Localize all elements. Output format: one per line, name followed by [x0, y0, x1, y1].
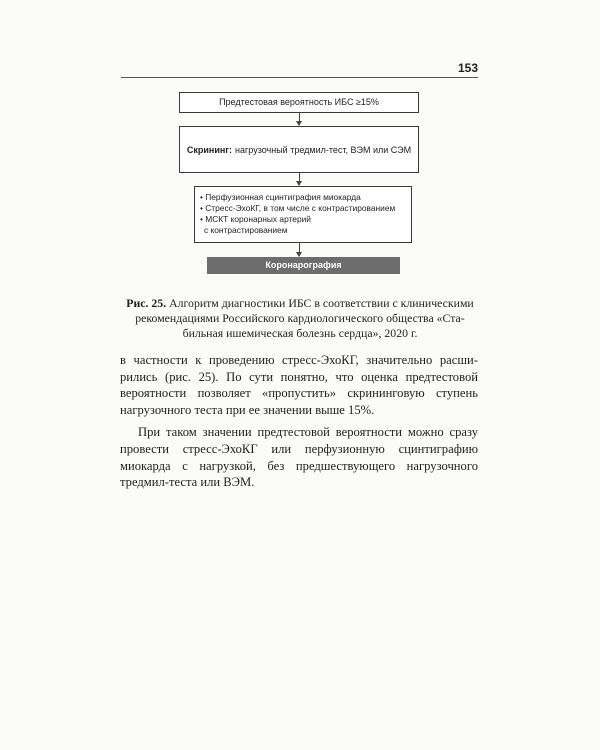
figure-caption — [120, 296, 480, 341]
screening-label: Скрининг: — [186, 144, 233, 155]
pretest-probability-text: Предтестовая вероятность ИБС ≥15% — [219, 97, 379, 107]
test-item: • Перфузионная сцинтиграфия миокарда — [200, 192, 361, 202]
paragraph: При таком значении предтестовой вероятности можно сразу провести стресс-ЭхоКГ или перфузионную сцинтиграфию миокарда с нагрузкой, без предшествующего нагрузочного тредмил-теста или ВЭМ. — [120, 425, 478, 490]
test-item: • Стресс-ЭхоКГ, в том числе с контрастированием — [200, 203, 396, 213]
caption-label: Рис. 25. — [126, 296, 167, 310]
screening-text: нагрузочный тредмил-тест, ВЭМ или СЭМ — [235, 144, 412, 155]
caption-text: Алгоритм диагностики ИБС в соответствии с клиническими рекомендациями Российского кардиологического общества «Стабильная ишемическая болезнь сердца», 2020 г. — [135, 296, 474, 340]
screening-box — [179, 126, 419, 173]
page-number: 153 — [457, 61, 478, 75]
body-text — [120, 352, 478, 491]
pretest-probability-box — [179, 92, 419, 113]
arrow-2 — [299, 173, 300, 185]
header-rule — [121, 77, 478, 78]
coronarography-box — [207, 257, 400, 274]
arrow-1 — [299, 113, 300, 125]
imaging-tests-box — [194, 186, 412, 243]
test-item: • МСКТ коронарных артерий — [200, 214, 311, 224]
paragraph: в частности к проведению стресс-ЭхоКГ, значительно расширились (рис. 25). По сути понятно, что оценка предтестовой вероятности позволяет «пропустить» скрининговую ступень нагрузочного теста при ее значении выше 15%. — [120, 353, 478, 417]
test-item-continuation: с контрастированием — [204, 225, 288, 235]
arrow-3 — [299, 243, 300, 256]
coronarography-text: Коронарография — [265, 260, 342, 270]
